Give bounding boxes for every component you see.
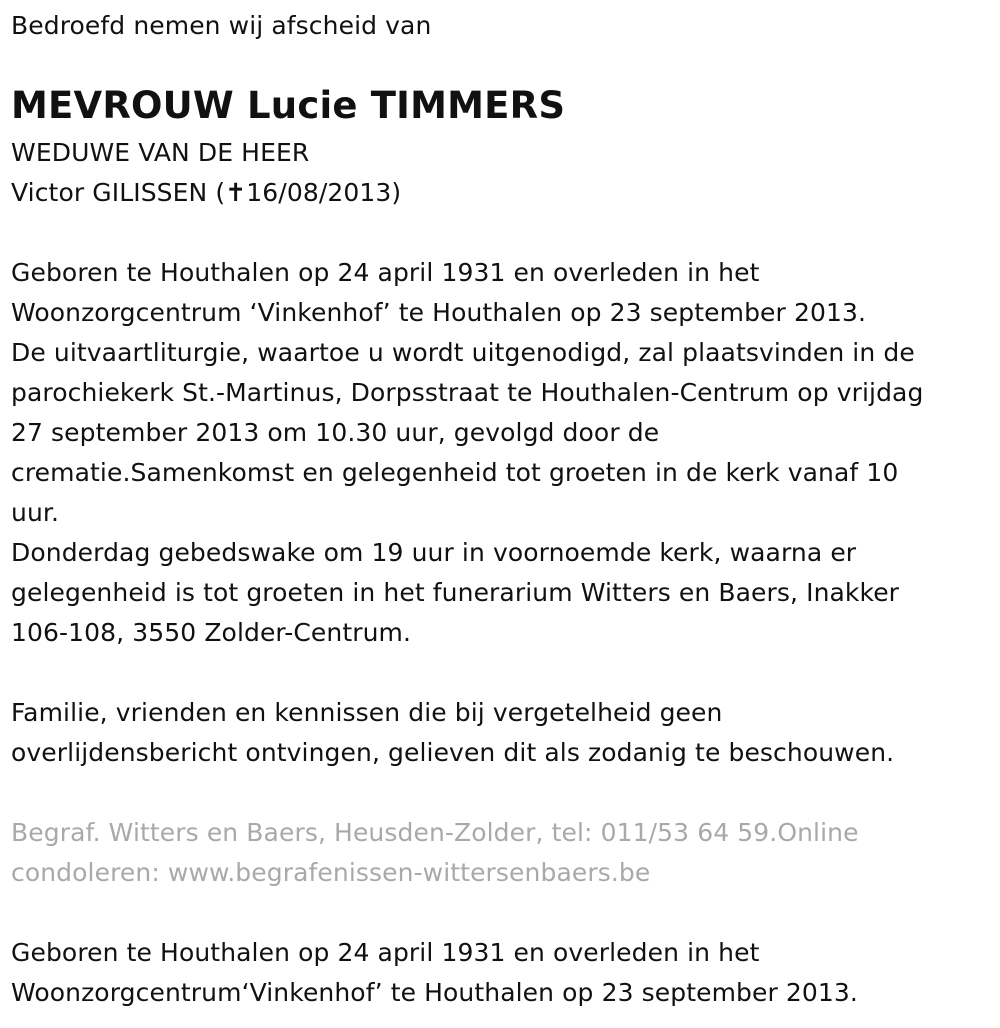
family-notice bbox=[11, 693, 894, 773]
repeat-notice bbox=[11, 933, 858, 1013]
announcement-line: Geboren te Houthalen op 24 april 1931 en overleden in het bbox=[11, 258, 760, 287]
funeral-home-info bbox=[11, 813, 859, 893]
announcement-line: 27 september 2013 om 10.30 uur, gevolgd door de bbox=[11, 418, 660, 447]
announcement-body bbox=[11, 253, 923, 653]
announcement-line: gelegenheid is tot groeten in het funerarium Witters en Baers, Inakker bbox=[11, 578, 900, 607]
announcement-line: 106-108, 3550 Zolder-Centrum. bbox=[11, 618, 412, 647]
announcement-line: parochiekerk St.-Martinus, Dorpsstraat te Houthalen-Centrum op vrijdag bbox=[11, 378, 924, 407]
announcement-line: De uitvaartliturgie, waartoe u wordt uitgenodigd, zal plaatsvinden in de bbox=[11, 338, 915, 367]
funeral-home-line: Begraf. Witters en Baers, Heusden-Zolder, tel: 011/53 64 59.Online bbox=[11, 818, 859, 847]
funeral-home-line: condoleren: www.begrafenissen-wittersenbaers.be bbox=[11, 858, 651, 887]
spouse-line: Victor GILISSEN (✝16/08/2013) bbox=[11, 178, 402, 207]
repeat-notice-line: Geboren te Houthalen op 24 april 1931 en overleden in het bbox=[11, 938, 760, 967]
family-notice-line: overlijdensbericht ontvingen, gelieven dit als zodanig te beschouwen. bbox=[11, 738, 895, 767]
spouse-line: WEDUWE VAN DE HEER bbox=[11, 138, 310, 167]
announcement-line: Donderdag gebedswake om 19 uur in voornoemde kerk, waarna er bbox=[11, 538, 857, 567]
intro-text: Bedroefd nemen wij afscheid van bbox=[11, 11, 432, 40]
deceased-name: MEVROUW Lucie TIMMERS bbox=[11, 84, 566, 127]
family-notice-line: Familie, vrienden en kennissen die bij vergetelheid geen bbox=[11, 698, 723, 727]
announcement-line: uur. bbox=[11, 498, 60, 527]
spouse-info bbox=[11, 133, 401, 213]
announcement-line: Woonzorgcentrum ‘Vinkenhof’ te Houthalen op 23 september 2013. bbox=[11, 298, 867, 327]
repeat-notice-line: Woonzorgcentrum‘Vinkenhof’ te Houthalen op 23 september 2013. bbox=[11, 978, 858, 1007]
announcement-line: crematie.Samenkomst en gelegenheid tot groeten in de kerk vanaf 10 bbox=[11, 458, 899, 487]
